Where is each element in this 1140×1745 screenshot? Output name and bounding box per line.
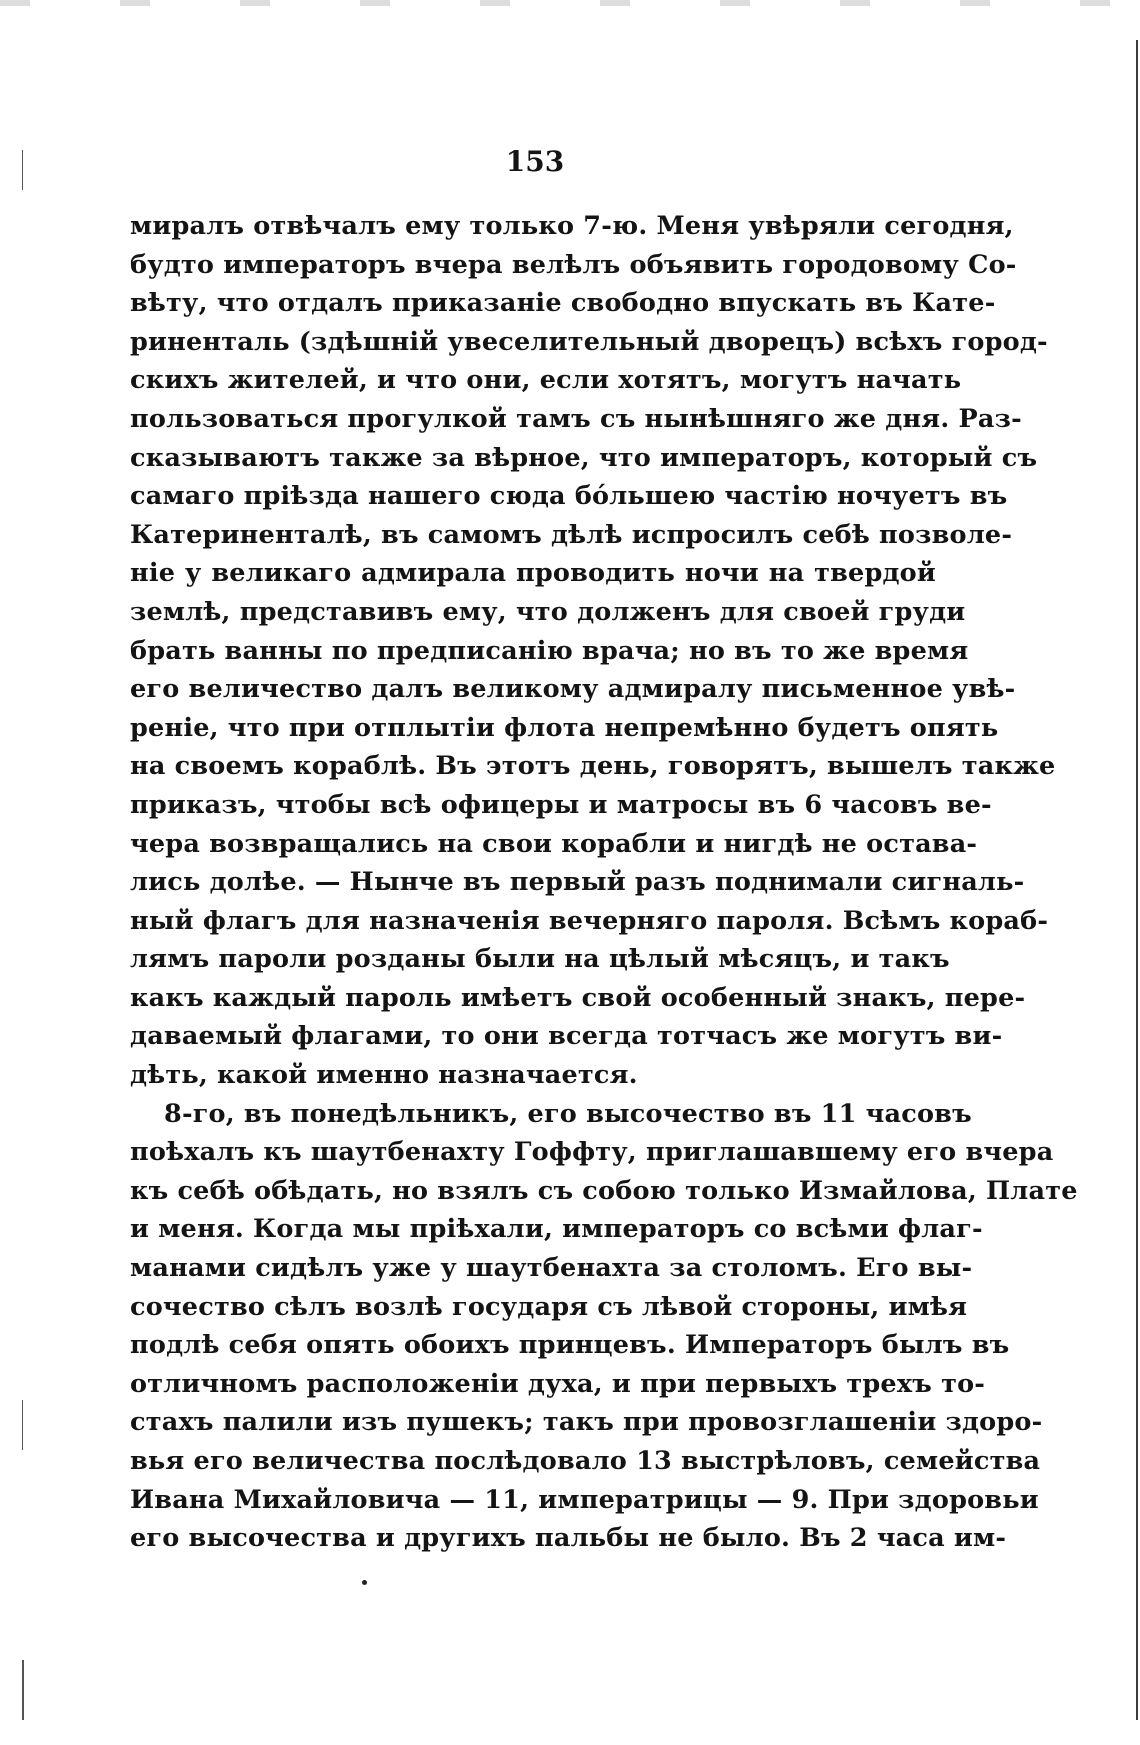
text-line: приказъ, чтобы всѣ офицеры и матросы въ 6 часовъ ве- — [130, 789, 992, 820]
text-line: поѣхалъ къ шаутбенахту Гоффту, приглашавшему его вчера — [130, 1137, 1054, 1168]
text-line: какъ каждый пароль имѣетъ свой особенный знакъ, пере- — [130, 982, 1026, 1013]
text-line: ніе у великаго адмирала проводить ночи на твердой — [130, 558, 936, 589]
text-line: вья его величества послѣдовало 13 выстрѣловъ, семейства — [130, 1446, 1041, 1476]
text-line: реніе, что при отплытіи флота непремѣнно будетъ опять — [130, 712, 999, 743]
text-line: стахъ палили изъ пушекъ; такъ при провозглашеніи здоро- — [130, 1407, 1043, 1438]
text-line: подлѣ себя опять обоихъ принцевъ. Императоръ былъ въ — [130, 1330, 1010, 1361]
text-line: риненталь (здѣшній увеселительный дворецъ) всѣхъ город- — [130, 326, 1048, 357]
text-line: Катериненталѣ, въ самомъ дѣлѣ испросилъ себѣ позволе- — [130, 519, 1013, 550]
text-line: даваемый флагами, то они всегда тотчасъ же могутъ ви- — [130, 1021, 1003, 1052]
text-line: дѣть, какой именно назначается. — [130, 1060, 638, 1091]
text-line: миралъ отвѣчалъ ему только 7-ю. Меня увѣряли сегодня, — [130, 211, 1014, 241]
scan-left-mark — [22, 1660, 24, 1720]
scan-top-edge — [0, 0, 1140, 6]
text-line: на своемъ кораблѣ. Въ этотъ день, говорятъ, вышелъ также — [130, 751, 1056, 782]
text-line: манами сидѣлъ уже у шаутбенахта за столомъ. Его вы- — [130, 1253, 973, 1284]
text-line: его высочества и другихъ пальбы не было. Въ 2 часа им- — [130, 1523, 1007, 1554]
body-text — [130, 207, 1078, 1558]
text-line: скихъ жителей, и что они, если хотятъ, могутъ начать — [130, 365, 962, 396]
text-line: сочество сѣлъ возлѣ государя съ лѣвой стороны, имѣя — [130, 1291, 968, 1322]
text-line: къ себѣ обѣдать, но взялъ съ собою только Измайлова, Плате — [130, 1175, 1078, 1206]
text-line: самаго прiѣзда нашего сюда бóльшею частію ночуетъ въ — [130, 481, 1008, 512]
text-line: пользоваться прогулкой тамъ съ нынѣшняго же дня. Раз- — [130, 403, 1022, 434]
text-line: его величество далъ великому адмиралу письменное увѣ- — [130, 674, 1016, 705]
text-line: Ивана Михайловича — 11, императрицы — 9. При здоровьи — [130, 1484, 1039, 1515]
text-line: брать ванны по предписанію врача; но въ то же время — [130, 635, 969, 666]
text-line: 8-го, въ понедѣльникъ, его высочество въ 11 часовъ — [164, 1098, 972, 1129]
text-line: лямъ пароли розданы были на цѣлый мѣсяцъ, и такъ — [130, 944, 950, 975]
scan-right-edge — [1136, 40, 1138, 1720]
text-line: землѣ, представивъ ему, что долженъ для своей груди — [130, 596, 966, 627]
text-line: чера возвращались на свои корабли и нигдѣ не остава- — [130, 828, 978, 859]
text-line: сказываютъ также за вѣрное, что императоръ, который съ — [130, 442, 1038, 473]
text-line: и меня. Когда мы пріѣхали, императоръ со всѣми флаг- — [130, 1214, 983, 1245]
page-number: 153 — [505, 145, 565, 178]
text-line: вѣту, что отдалъ приказаніе свободно впускать въ Кате- — [130, 288, 996, 319]
text-line: будто императоръ вчера велѣлъ объявить городовому Со- — [130, 249, 1017, 280]
text-line: отличномъ расположеніи духа, и при первыхъ трехъ то- — [130, 1368, 986, 1399]
text-line: ный флагъ для назначенія вечерняго пароля. Всѣмъ кораб- — [130, 905, 1049, 936]
scan-left-mark — [22, 1400, 23, 1450]
ink-speck — [362, 1580, 367, 1585]
text-line: лись долѣе. — Нынче въ первый разъ поднимали сигналь- — [130, 867, 1025, 898]
